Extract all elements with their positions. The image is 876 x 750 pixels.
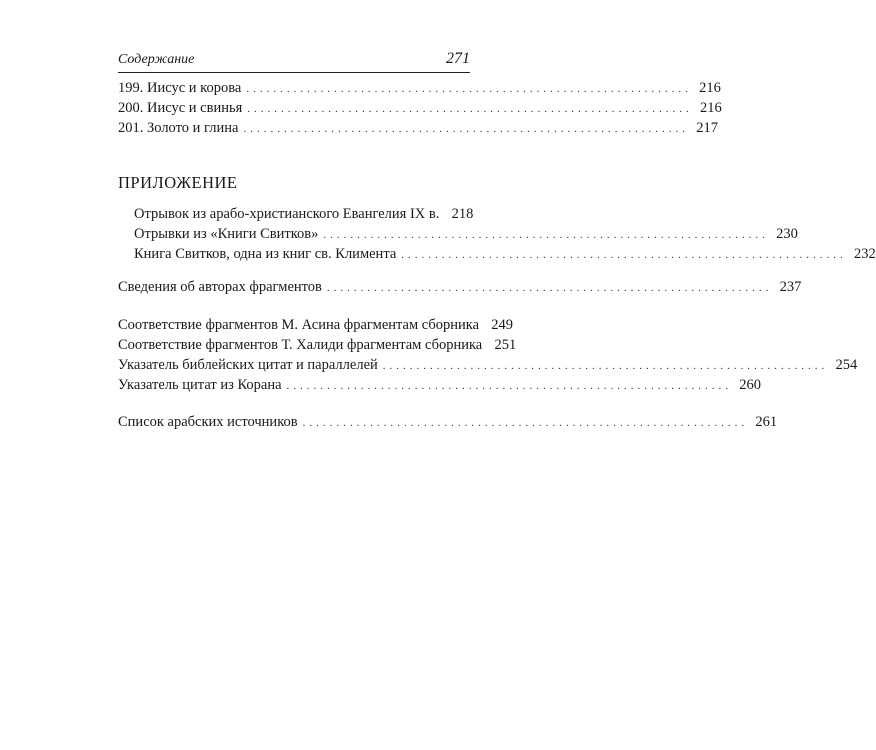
- toc-entry: [134, 246, 876, 266]
- toc-entry: [118, 279, 802, 299]
- toc-entry: [118, 80, 721, 100]
- toc-entry: [118, 120, 718, 140]
- toc-entry-page: 237: [779, 279, 802, 295]
- toc-entry-page: 218: [451, 206, 474, 222]
- toc-entry-page: 261: [755, 414, 778, 430]
- toc-entry-page: 260: [739, 377, 762, 393]
- toc-entry-title: Соответствие фрагментов М. Асина фрагментам сборника: [118, 317, 480, 333]
- toc-entry-page: 216: [700, 100, 722, 116]
- toc-entry-title: Указатель библейских цитат и параллелей: [118, 357, 378, 373]
- toc-entry-page: 217: [696, 120, 718, 136]
- toc-entry-title: 201. Золото и глина: [118, 120, 239, 136]
- dot-leader: ..................................................................: [246, 83, 692, 95]
- toc-entry: [118, 377, 762, 397]
- toc-entry-page: 232: [854, 246, 876, 262]
- toc-entry-title: Указатель цитат из Корана: [118, 377, 282, 393]
- toc-entry: [118, 100, 722, 120]
- toc-entry-page: 216: [699, 80, 721, 96]
- dot-leader: ..................................................................: [247, 103, 693, 115]
- toc-entry-title: Список арабских источников: [118, 414, 298, 430]
- toc-entry: [118, 337, 517, 357]
- dot-leader: ..................................................................: [243, 123, 689, 135]
- toc-entry-title: Сведения об авторах фрагментов: [118, 279, 322, 295]
- toc-entry-title: Отрывки из «Книги Свитков»: [134, 226, 319, 242]
- dot-leader: ..................................................................: [382, 360, 829, 372]
- running-header-page-number: 271: [446, 50, 470, 67]
- toc-entry-page: 251: [494, 337, 517, 353]
- running-header-section: Содержание: [118, 52, 195, 67]
- dot-leader: ..................................................................: [401, 249, 847, 261]
- toc-entry: [118, 414, 778, 434]
- toc-entry: [118, 317, 514, 337]
- toc-entry-title: Отрывок из арабо-христианского Евангелия IX в.: [134, 206, 440, 222]
- toc-entry-page: 230: [776, 226, 798, 242]
- dot-leader: ..................................................................: [323, 229, 769, 241]
- toc-entry: [118, 357, 858, 377]
- toc-entry-title: Соответствие фрагментов Т. Халиди фрагментам сборника: [118, 337, 483, 353]
- toc-entry-page: 254: [835, 357, 858, 373]
- toc-entry-title: 200. Иисус и свинья: [118, 100, 243, 116]
- appendix-heading: ПРИЛОЖЕНИЕ: [118, 173, 238, 192]
- dot-leader: ..................................................................: [326, 282, 773, 294]
- toc-entry: [134, 226, 798, 246]
- toc-entry-title: Книга Свитков, одна из книг св. Климента: [134, 246, 397, 262]
- toc-entry-title: 199. Иисус и корова: [118, 80, 242, 96]
- running-header: [118, 50, 470, 73]
- dot-leader: ..................................................................: [286, 380, 733, 392]
- dot-leader: ..................................................................: [302, 417, 749, 429]
- toc-entry: [134, 206, 474, 226]
- toc-entry-page: 249: [491, 317, 514, 333]
